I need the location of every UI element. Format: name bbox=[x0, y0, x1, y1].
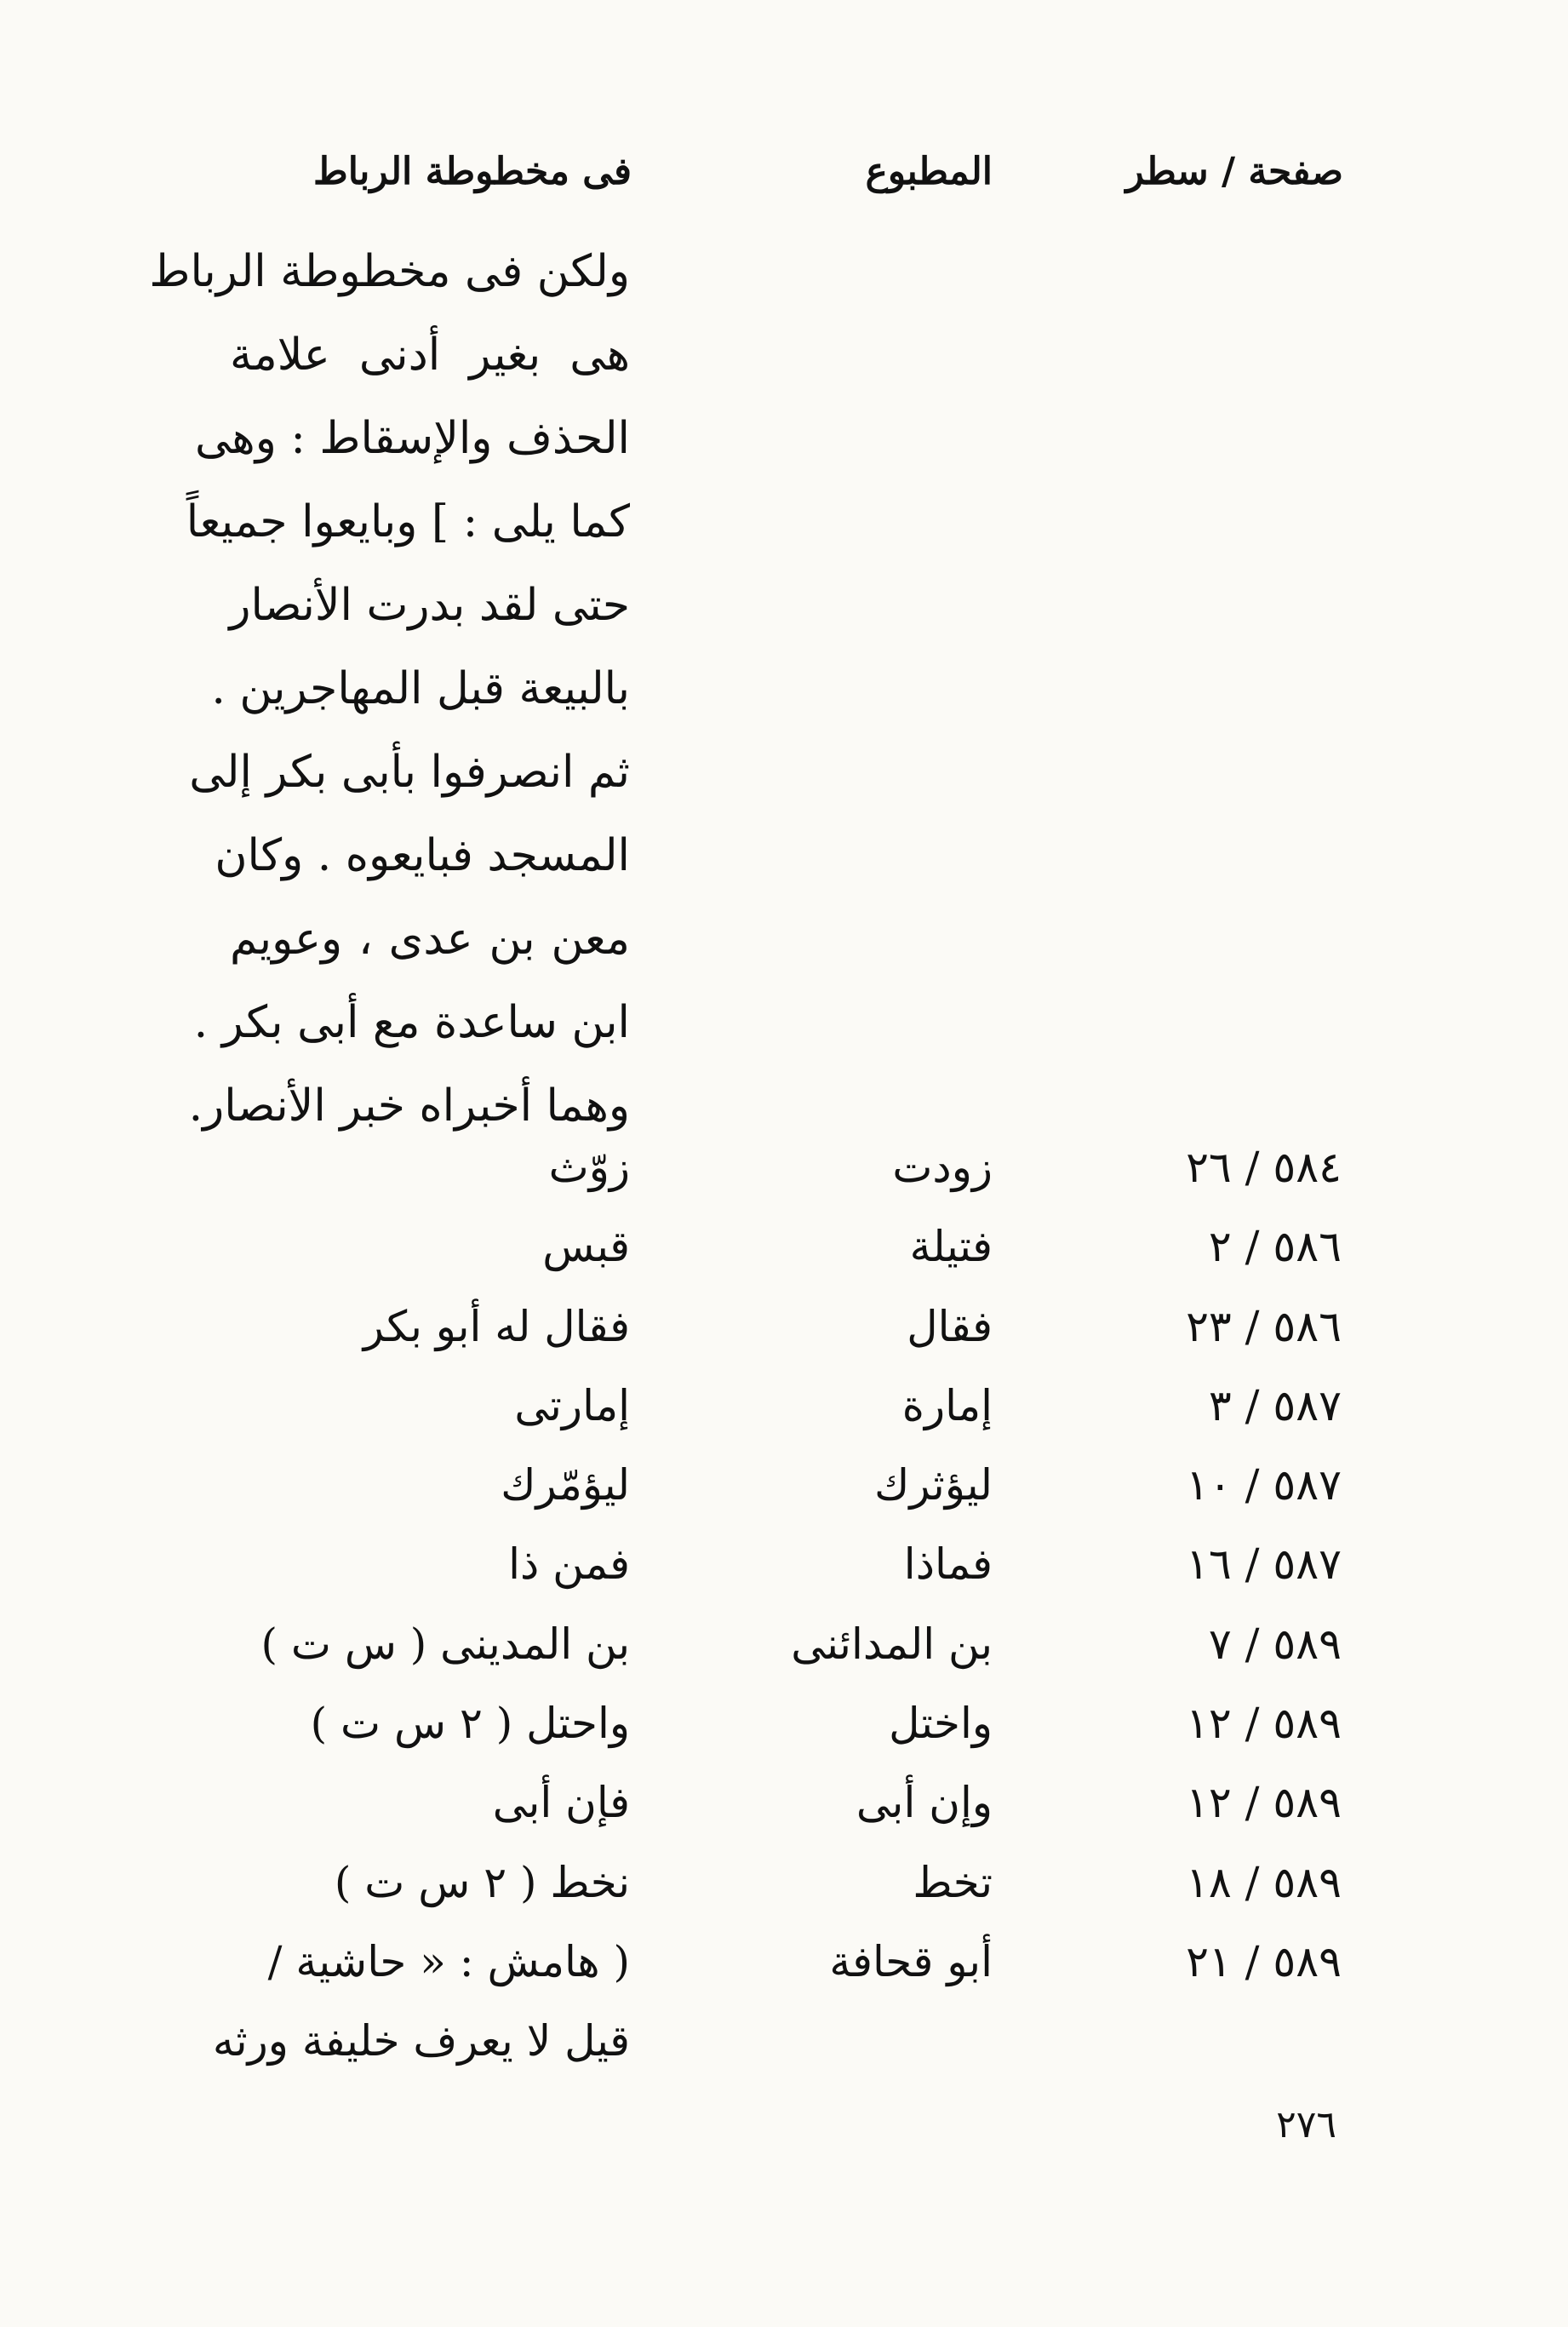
paragraph-line: كما يلى : ] وبايعوا جميعاً bbox=[186, 496, 630, 547]
rabat-reading: زوّث bbox=[548, 1143, 630, 1192]
rabat-reading: فإن أبى bbox=[492, 1778, 630, 1828]
paragraph-line: ابن ساعدة مع أبى بكر . bbox=[193, 997, 630, 1048]
paragraph-line: معن بن عدى ، وعويم bbox=[230, 914, 630, 965]
rabat-reading: قبس bbox=[542, 1222, 630, 1272]
table-row bbox=[0, 1684, 1568, 1763]
rabat-reading: فمن ذا bbox=[508, 1539, 630, 1590]
rabat-reading: إمارتى bbox=[514, 1380, 630, 1430]
paragraph-line: ثم انصرفوا بأبى بكر إلى bbox=[189, 747, 630, 798]
printed-reading: فتيلة bbox=[909, 1222, 993, 1272]
printed-reading: فماذا bbox=[903, 1539, 993, 1590]
rabat-reading: ليؤمّرك bbox=[501, 1460, 630, 1510]
table-row bbox=[0, 2002, 1568, 2081]
table-row bbox=[0, 1446, 1568, 1525]
rabat-reading: فقال له أبو بكر bbox=[363, 1301, 630, 1351]
paragraph-line: هى بغير أدنى علامة bbox=[230, 330, 630, 381]
paragraph-line: حتى لقد بدرت الأنصار bbox=[229, 580, 630, 631]
page-line-ref: ٥٨٧ / ١٠ bbox=[1186, 1460, 1342, 1510]
printed-reading: تخط bbox=[913, 1857, 993, 1907]
table-row bbox=[0, 1605, 1568, 1684]
table-row bbox=[0, 1128, 1568, 1207]
table-row bbox=[0, 1843, 1568, 1923]
paragraph-line: وهما أخبراه خبر الأنصار. bbox=[188, 1080, 630, 1132]
paragraph-line: ولكن فى مخطوطة الرباط bbox=[149, 246, 630, 297]
printed-reading: أبو قحافة bbox=[829, 1936, 993, 1986]
rabat-reading: بن المدينى ( س ت ) bbox=[260, 1619, 630, 1669]
rabat-reading: ( هامش : « حاشية / bbox=[267, 1936, 630, 1986]
rabat-reading: واحتل ( ٢ س ت ) bbox=[310, 1699, 630, 1749]
page-line-ref: ٥٨٧ / ١٦ bbox=[1186, 1539, 1342, 1590]
rabat-reading: نخط ( ٢ س ت ) bbox=[334, 1857, 630, 1907]
table-row bbox=[0, 1763, 1568, 1843]
paragraph-line: بالبيعة قبل المهاجرين . bbox=[211, 663, 630, 714]
page-line-ref: ٥٨٩ / ٧ bbox=[1208, 1619, 1342, 1669]
page-line-ref: ٥٨٤ / ٢٦ bbox=[1186, 1143, 1342, 1192]
rabat-reading: قيل لا يعرف خليفة ورثه bbox=[212, 2016, 630, 2066]
variants-table bbox=[0, 1128, 1568, 2082]
header-printed: المطبوع bbox=[865, 150, 993, 193]
page-line-ref: ٥٨٩ / ١٢ bbox=[1186, 1699, 1342, 1749]
manuscript-note-paragraph bbox=[149, 230, 630, 1148]
table-row bbox=[0, 1207, 1568, 1287]
page-line-ref: ٥٨٧ / ٣ bbox=[1208, 1380, 1342, 1430]
page-line-ref: ٥٨٦ / ٢٣ bbox=[1186, 1301, 1342, 1351]
paragraph-line: المسجد فبايعوه . وكان bbox=[215, 830, 630, 881]
paragraph-line: الحذف والإسقاط : وهى bbox=[194, 413, 630, 464]
page-line-ref: ٥٨٩ / ٢١ bbox=[1186, 1936, 1342, 1986]
page-line-ref: ٥٨٩ / ١٢ bbox=[1186, 1778, 1342, 1828]
header-rabat-manuscript: فى مخطوطة الرباط bbox=[313, 150, 632, 193]
printed-reading: فقال bbox=[907, 1301, 993, 1351]
printed-reading: زودت bbox=[892, 1143, 993, 1192]
table-row bbox=[0, 1525, 1568, 1604]
printed-reading: وإن أبى bbox=[856, 1778, 993, 1828]
table-row bbox=[0, 1287, 1568, 1367]
printed-reading: ليؤثرك bbox=[874, 1460, 993, 1510]
table-row bbox=[0, 1923, 1568, 2002]
header-page-line: صفحة / سطر bbox=[1125, 150, 1343, 193]
page-line-ref: ٥٨٦ / ٢ bbox=[1208, 1222, 1342, 1272]
page-line-ref: ٥٨٩ / ١٨ bbox=[1186, 1857, 1342, 1907]
table-row bbox=[0, 1367, 1568, 1446]
page-number: ٢٧٦ bbox=[1276, 2103, 1336, 2146]
printed-reading: إمارة bbox=[901, 1380, 993, 1430]
printed-reading: واختل bbox=[889, 1699, 993, 1749]
printed-reading: بن المدائنى bbox=[791, 1619, 993, 1669]
